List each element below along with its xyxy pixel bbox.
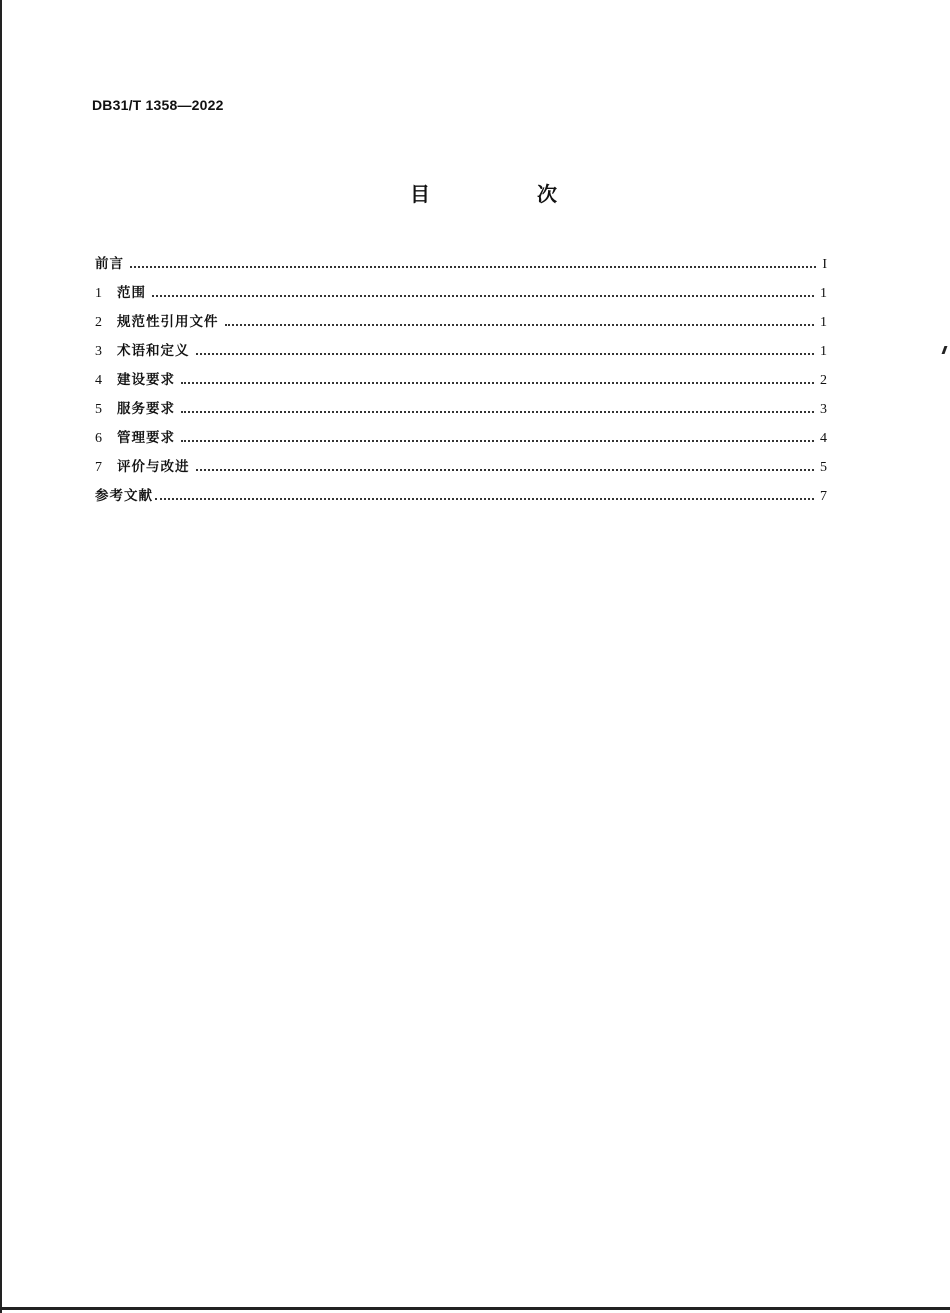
dot-leader xyxy=(181,382,814,384)
dot-leader xyxy=(181,411,814,413)
table-of-contents xyxy=(95,252,827,513)
toc-entry-management-requirements[interactable] xyxy=(95,426,827,455)
toc-entry-normative-references[interactable] xyxy=(95,310,827,339)
toc-entry-label: 建设要求 xyxy=(117,372,175,388)
toc-title: 目 次 xyxy=(410,182,607,206)
dot-leader xyxy=(225,324,815,326)
toc-entry-page: 7 xyxy=(820,489,827,504)
toc-entry-number: 7 xyxy=(95,460,102,475)
toc-entry-page: 3 xyxy=(820,402,827,417)
toc-entry-terms-definitions[interactable] xyxy=(95,339,827,368)
document-code: DB31/T 1358—2022 xyxy=(92,97,224,113)
toc-entry-number: 1 xyxy=(95,286,102,301)
toc-entry-label: 前言 xyxy=(95,256,124,272)
page-left-border xyxy=(0,0,2,1313)
dot-leader xyxy=(196,353,815,355)
scan-mark xyxy=(942,346,948,354)
dot-leader xyxy=(181,440,814,442)
toc-entry-label: 参考文献 xyxy=(95,488,153,504)
dot-leader xyxy=(130,266,816,268)
toc-entry-bibliography[interactable] xyxy=(95,484,827,513)
dot-leader xyxy=(155,498,814,500)
toc-entry-page: I xyxy=(822,257,827,272)
toc-entry-page: 1 xyxy=(820,344,827,359)
toc-entry-number: 3 xyxy=(95,344,102,359)
toc-entry-evaluation-improvement[interactable] xyxy=(95,455,827,484)
toc-entry-label: 评价与改进 xyxy=(117,459,190,475)
toc-entry-label: 服务要求 xyxy=(117,401,175,417)
toc-entry-foreword[interactable] xyxy=(95,252,827,281)
toc-entry-page: 1 xyxy=(820,286,827,301)
toc-entry-number: 4 xyxy=(95,373,102,388)
toc-entry-construction-requirements[interactable] xyxy=(95,368,827,397)
toc-entry-number: 6 xyxy=(95,431,102,446)
toc-entry-number: 5 xyxy=(95,402,102,417)
toc-entry-number: 2 xyxy=(95,315,102,330)
dot-leader xyxy=(152,295,814,297)
toc-entry-page: 2 xyxy=(820,373,827,388)
dot-leader xyxy=(196,469,815,471)
toc-entry-page: 5 xyxy=(820,460,827,475)
toc-entry-label: 管理要求 xyxy=(117,430,175,446)
toc-entry-label: 规范性引用文件 xyxy=(117,314,219,330)
page-bottom-border xyxy=(0,1307,950,1310)
toc-entry-label: 术语和定义 xyxy=(117,343,190,359)
toc-entry-scope[interactable] xyxy=(95,281,827,310)
toc-entry-label: 范围 xyxy=(117,285,146,301)
toc-entry-service-requirements[interactable] xyxy=(95,397,827,426)
toc-entry-page: 4 xyxy=(820,431,827,446)
toc-entry-page: 1 xyxy=(820,315,827,330)
